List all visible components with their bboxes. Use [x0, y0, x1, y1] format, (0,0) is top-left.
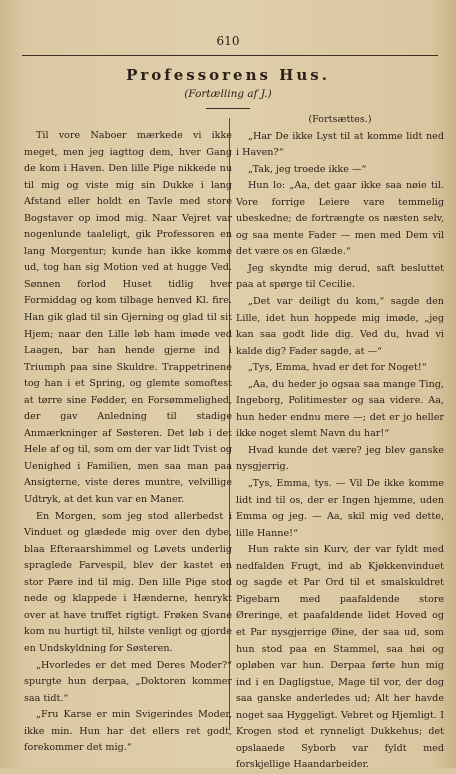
paragraph: „Aa, du heder jo ogsaa saa mange Ting, Ingeborg, Politimester og saa videre. Aa, hun heder endnu mere —; det er jo heller ikke noget slemt Navn du har!“: [236, 378, 444, 440]
paragraph: „Har De ikke Lyst til at komme lidt ned i Haven?“: [236, 130, 444, 159]
title-rule: [206, 108, 250, 109]
right-column: [236, 112, 444, 774]
paragraph: En Morgen, som jeg stod allerbedst i Vinduet og glædede mig over den dybe, blaa Efteraarshimmel og Løvets underlig spraglede Farvespil, blev der kastet en stor Pære ind til mig. Den lille Pige stod nede og klappede i Hænderne, henrykt over at have truffet rigtigt. Frøken Svane kom nu hurtigt til, hilste venligt og gjorde en Undskyldning for Søsteren.: [24, 510, 232, 654]
paragraph: „Det var deiligt du kom,“ sagde den Lille, idet hun hoppede mig imøde, „jeg kan saa godt lide dig. Ved du, hvad vi kalde dig? Fader sagde, at —“: [236, 296, 444, 357]
page-number: 610: [216, 34, 240, 48]
paragraph: Hun lo: „Aa, det gaar ikke saa nøie til. Vore forrige Leiere vare temmelig ubeskedne; de fortrængte os næsten selv, og saa mente Fader — men med Dem vil det være os en Glæde.“: [236, 180, 444, 258]
paragraph: „Tak, jeg troede ikke —“: [248, 163, 367, 175]
continued-note: (Fortsættes.): [308, 114, 372, 125]
paragraph: „Hvorledes er det med Deres Moder?“ spurgte hun derpaa, „Doktoren kommer saa tidt.“: [24, 659, 232, 704]
article-subtitle: (Fortælling af J.): [184, 88, 272, 100]
paragraph: „Fru Karse er min Svigerindes Moder, ikke min. Hun har det ellers ret godt, forekommer det mig.“: [24, 709, 232, 754]
paragraph: Hvad kunde det være? jeg blev ganske nysgjerrig.: [236, 444, 444, 473]
paragraph: Jeg skyndte mig derud, saft besluttet paa at spørge til Cecilie.: [236, 262, 444, 291]
paragraph: Til vore Naboer mærkede vi ikke meget, men jeg iagttog dem, hver Gang de kom i Haven. Den lille Pige nikkede nu til mig og viste mig sin Dukke i lang Afstand eller holdt en Tavle med store Bogstaver op imod mig. Naar Vejret var nogenlunde taaleligt, gik Professoren en lang Morgentur; kunde han ikke komme ud, tog han sig Motion ved at hugge Ved. Sønnen forlod Huset tidlig hver Formiddag og kom tilbage henved Kl. fire. Han gik glad til sin Gjerning og glad til sit Hjem; naar den Lille løb ham imøde ved Laagen, bar han hende gjerne ind i Triumph paa sine Skuldre. Trappetrinene tog han i et Spring, og glemte somoftest at tørre sine Fødder, en Forsømmelighed, der gav Anledning til stadige Anmærkninger af Søsteren. Det løb i det Hele af og til, som om der var lidt Tvist og Uenighed i Familien, men saa man paa Ansigterne, viste deres muntre, velvillige Udtryk, at det kun var en Maner.: [24, 130, 232, 506]
paragraph: Hun rakte sin Kurv, der var fyldt med nedfalden Frugt, ind ab Kjøkkenvinduet og sagde et Par Ord til et smalskuldret Pigebarn med paafaldende store Øreringe, et paafaldende lidet Hoved og et Par nysgjerrige Øine, der saa ud, som hun stod paa en Stammel, saa høi og opløben var hun. Derpaa førte hun mig ind i en Dagligstue, Mage til vor, der dog saa ganske anderledes ud; Alt her havde noget saa Hyggeligt. Vebret og Hjemligt. I Krogen stod et rynneligt Dukkehus; det opslaaede Syborb var fyldt med forskjellige Haandarbeider.: [236, 544, 444, 771]
article-title: Professorens Hus.: [126, 66, 330, 84]
left-column: [24, 128, 232, 757]
paragraph: „Tys, Emma, hvad er det for Noget!“: [248, 362, 427, 374]
header-rule: [22, 55, 438, 56]
paragraph: „Tys, Emma, tys. — Vil De ikke komme lidt ind til os, der er Ingen hjemme, uden Emma og jeg. — Aa, skil mig ved dette, lille Hanne!“: [236, 478, 444, 539]
